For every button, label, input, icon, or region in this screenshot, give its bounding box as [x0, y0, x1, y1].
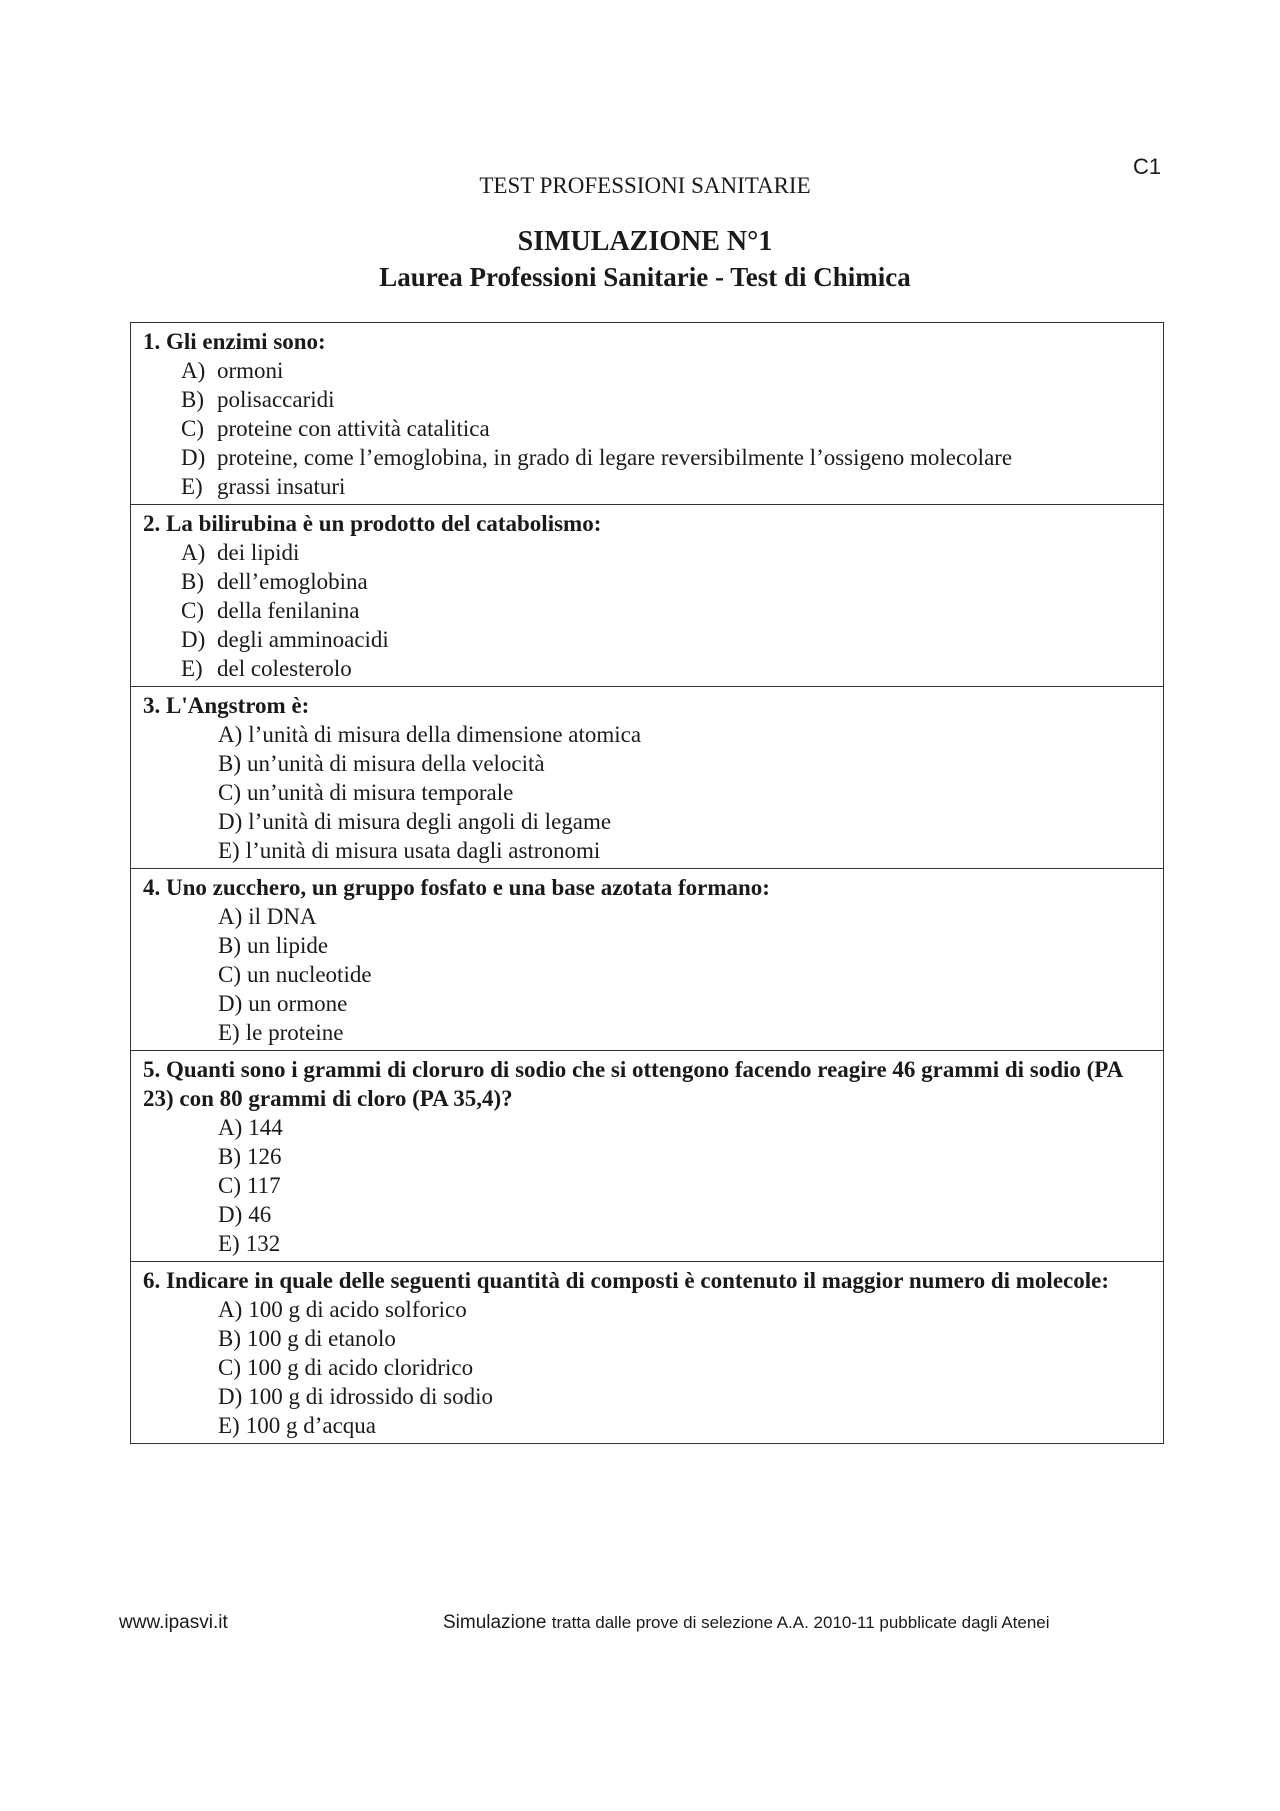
answer-option [143, 1113, 1153, 1142]
answer-option [143, 1018, 1153, 1047]
option-letter: A) [218, 904, 243, 929]
option-text: 100 g di etanolo [247, 1326, 396, 1351]
option-letter: A) [218, 722, 243, 747]
page-title: SIMULAZIONE N°1 [517, 226, 773, 257]
option-letter: E) [218, 1413, 240, 1438]
answer-option [143, 778, 1153, 807]
option-letter: B) [218, 933, 241, 958]
option-text: l’unità di misura usata dagli astronomi [245, 838, 601, 863]
option-text: del colesterolo [217, 656, 352, 681]
option-text: un ormone [248, 991, 348, 1016]
answer-option [143, 538, 1153, 567]
answer-option [143, 720, 1153, 749]
option-letter: D) [218, 1202, 243, 1227]
option-text: proteine con attività catalitica [217, 416, 490, 441]
option-text: grassi insaturi [217, 474, 346, 499]
question-3 [131, 687, 1163, 869]
question-stem: 5. Quanti sono i grammi di cloruro di sodio che si ottengono facendo reagire 46 grammi di sodio (PA 23) con 80 grammi di cloro (PA 35,4)? [143, 1057, 1122, 1111]
page-code: C1 [1133, 154, 1162, 179]
option-text: un lipide [247, 933, 329, 958]
option-text: un’unità di misura della velocità [247, 751, 545, 776]
header-kicker: TEST PROFESSIONI SANITARIE [479, 173, 811, 198]
option-letter: E) [181, 656, 203, 681]
option-letter: D) [218, 1384, 243, 1409]
question-stem: 4. Uno zucchero, un gruppo fosfato e una base azotata formano: [143, 875, 770, 900]
answer-option [143, 1229, 1153, 1258]
option-text: 100 g di acido cloridrico [247, 1355, 474, 1380]
page-subtitle: Laurea Professioni Sanitarie - Test di Chimica [379, 262, 911, 292]
question-stem: 1. Gli enzimi sono: [143, 329, 326, 354]
option-letter: C) [181, 598, 204, 623]
question-stem: 3. L'Angstrom è: [143, 693, 310, 718]
option-letter: B) [218, 1144, 241, 1169]
option-text: 132 [245, 1231, 281, 1256]
answer-option [143, 902, 1153, 931]
option-text: 144 [248, 1115, 283, 1140]
option-text: 126 [247, 1144, 282, 1169]
option-text: l’unità di misura della dimensione atomica [248, 722, 642, 747]
option-letter: E) [181, 474, 203, 499]
answer-option [143, 989, 1153, 1018]
option-letter: C) [181, 416, 204, 441]
option-text: 46 [248, 1202, 272, 1227]
option-letter: D) [181, 445, 206, 470]
option-letter: E) [218, 1231, 240, 1256]
option-text: dei lipidi [217, 540, 300, 565]
answer-option [143, 472, 1153, 501]
option-text: 100 g di idrossido di sodio [248, 1384, 493, 1409]
option-letter: E) [218, 1020, 240, 1045]
answer-option [143, 749, 1153, 778]
answer-option [143, 1200, 1153, 1229]
answer-option [143, 596, 1153, 625]
question-stem: 2. La bilirubina è un prodotto del catabolismo: [143, 511, 602, 536]
answer-option [143, 1324, 1153, 1353]
option-letter: B) [218, 751, 241, 776]
option-text: dell’emoglobina [217, 569, 368, 594]
footer-note-lead: Simulazione [443, 1612, 547, 1633]
option-text: della fenilanina [217, 598, 360, 623]
answer-option [143, 807, 1153, 836]
question-1 [131, 323, 1163, 505]
question-stem: 6. Indicare in quale delle seguenti quantità di composti è contenuto il maggior numero di molecole: [143, 1268, 1109, 1293]
answer-option [143, 1295, 1153, 1324]
option-letter: B) [181, 569, 204, 594]
footer-note-rest: tratta dalle prove di selezione A.A. 2010-11 pubblicate dagli Atenei [551, 1613, 1050, 1632]
answer-option [143, 625, 1153, 654]
answer-option [143, 931, 1153, 960]
answer-option [143, 836, 1153, 865]
answer-option [143, 414, 1153, 443]
question-2 [131, 505, 1163, 687]
answer-option [143, 1353, 1153, 1382]
option-letter: C) [218, 962, 241, 987]
question-5 [131, 1051, 1163, 1262]
answer-option [143, 1411, 1153, 1440]
answer-option [143, 567, 1153, 596]
option-letter: A) [218, 1297, 243, 1322]
question-6 [131, 1262, 1163, 1443]
option-letter: A) [181, 358, 206, 383]
answer-option [143, 1142, 1153, 1171]
option-letter: B) [218, 1326, 241, 1351]
question-4 [131, 869, 1163, 1051]
answer-option [143, 1171, 1153, 1200]
option-letter: E) [218, 838, 240, 863]
option-text: polisaccaridi [217, 387, 335, 412]
option-text: proteine, come l’emoglobina, in grado di legare reversibilmente l’ossigeno molecolare [217, 445, 1013, 470]
footer-website: www.ipasvi.it [119, 1612, 228, 1633]
question-table [130, 322, 1164, 1444]
option-text: l’unità di misura degli angoli di legame [248, 809, 612, 834]
answer-option [143, 960, 1153, 989]
option-text: il DNA [248, 904, 317, 929]
option-letter: B) [181, 387, 204, 412]
option-text: un nucleotide [247, 962, 372, 987]
option-letter: C) [218, 1355, 241, 1380]
option-text: 100 g d’acqua [245, 1413, 377, 1438]
answer-option [143, 385, 1153, 414]
option-letter: D) [218, 809, 243, 834]
option-letter: C) [218, 780, 241, 805]
option-text: degli amminoacidi [217, 627, 389, 652]
option-letter: A) [218, 1115, 243, 1140]
option-letter: D) [218, 991, 243, 1016]
option-text: 100 g di acido solforico [248, 1297, 467, 1322]
answer-option [143, 1382, 1153, 1411]
option-text: 117 [247, 1173, 281, 1198]
answer-option [143, 654, 1153, 683]
option-text: le proteine [245, 1020, 344, 1045]
option-letter: D) [181, 627, 206, 652]
answer-option [143, 356, 1153, 385]
option-text: ormoni [217, 358, 284, 383]
option-letter: C) [218, 1173, 241, 1198]
option-text: un’unità di misura temporale [247, 780, 514, 805]
footer-note [443, 1612, 1050, 1634]
answer-option [143, 443, 1153, 472]
option-letter: A) [181, 540, 206, 565]
